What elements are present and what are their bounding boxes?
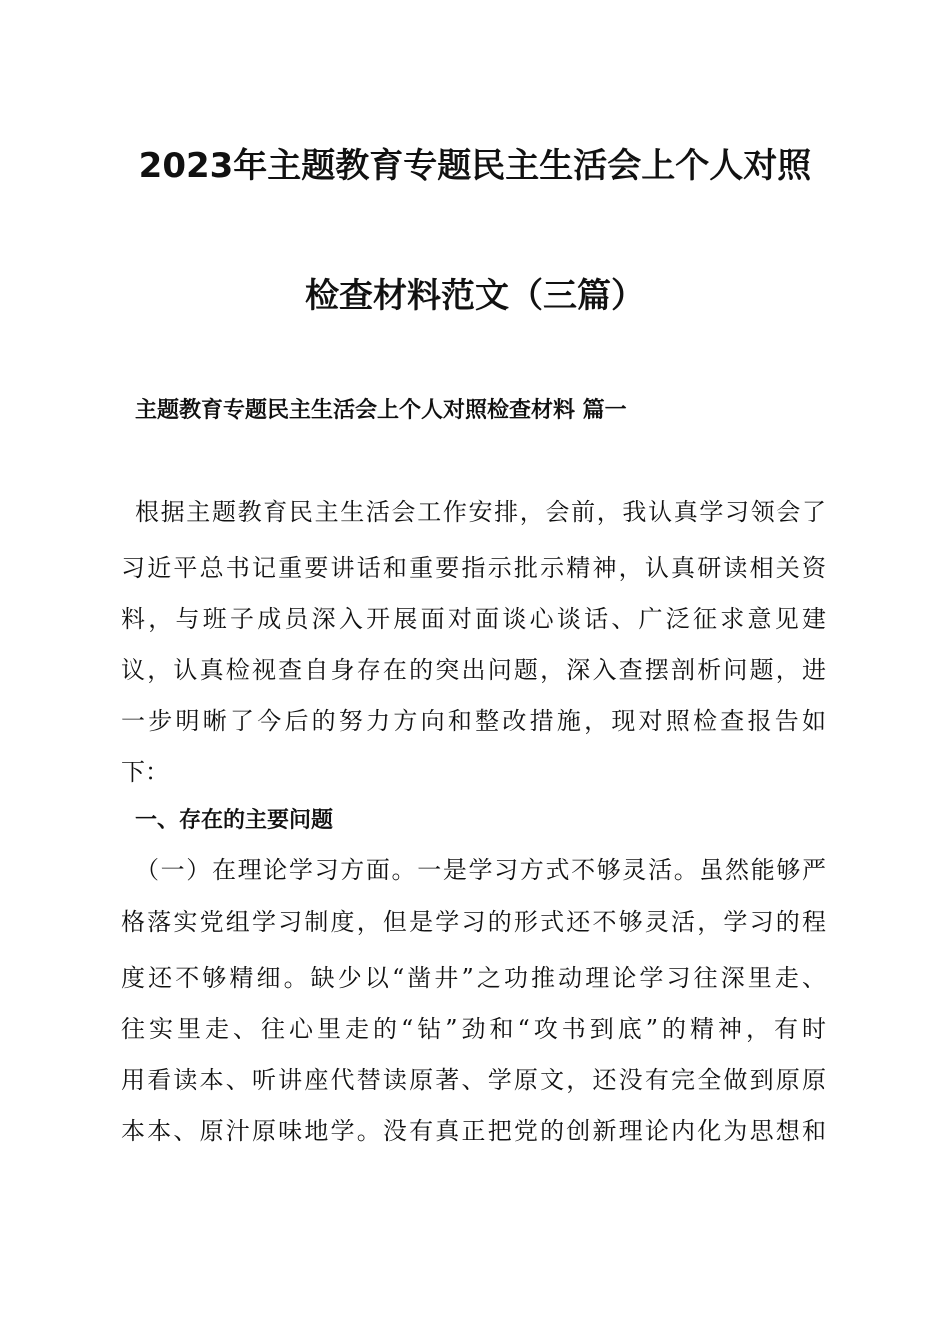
intro-paragraph-line-3: 料，与班子成员深入开展面对面谈心谈话、广泛征求意见建 (121, 605, 826, 633)
section-heading: 一、存在的主要问题 (135, 808, 334, 833)
section-paragraph-line-3: 度还不够精细。缺少以“凿井”之功推动理论学习往深里走、 (121, 964, 826, 992)
document-title-line-2: 检查材料范文（三篇） (305, 276, 645, 316)
intro-paragraph-line-2: 习近平总书记重要讲话和重要指示批示精神，认真研读相关资 (121, 554, 826, 582)
intro-paragraph-line-4: 议，认真检视查自身存在的突出问题，深入查摆剖析问题，进 (121, 656, 826, 684)
document-title-line-1: 2023年主题教育专题民主生活会上个人对照 (138, 146, 812, 186)
intro-paragraph-line-5: 一步明晰了今后的努力方向和整改措施，现对照检查报告如 (121, 707, 826, 735)
intro-paragraph-line-6: 下： (121, 758, 169, 786)
section-paragraph-line-5: 用看读本、听讲座代替读原著、学原文，还没有完全做到原原 (121, 1066, 826, 1094)
intro-paragraph-line-1: 根据主题教育民主生活会工作安排，会前，我认真学习领会了 (135, 498, 826, 526)
section-paragraph-line-6: 本本、原汁原味地学。没有真正把党的创新理论内化为思想和 (121, 1117, 826, 1145)
document-subtitle: 主题教育专题民主生活会上个人对照检查材料 篇一 (135, 398, 627, 423)
section-paragraph-line-4: 往实里走、往心里走的“钻”劲和“攻书到底”的精神，有时 (121, 1015, 826, 1043)
section-paragraph-line-2: 格落实党组学习制度，但是学习的形式还不够灵活，学习的程 (121, 908, 826, 936)
section-paragraph-line-1: （一）在理论学习方面。一是学习方式不够灵活。虽然能够严 (135, 856, 826, 884)
